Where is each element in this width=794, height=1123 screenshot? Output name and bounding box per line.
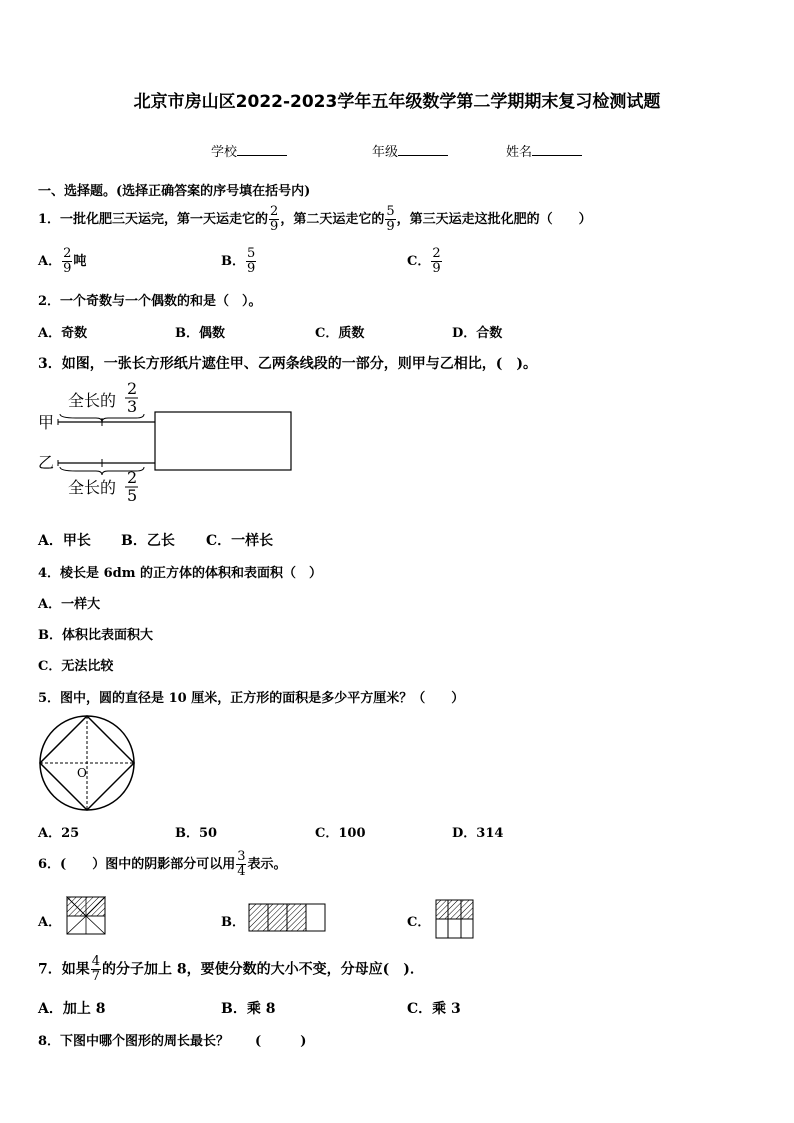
q1-option-a[interactable]: A． $\frac{2}{9}$ 吨 [38, 246, 87, 276]
q3-option-b[interactable]: B．乙长 [121, 533, 175, 549]
q6-figure-c [436, 900, 473, 938]
q6-figure-b [249, 904, 325, 931]
q7-option-b[interactable]: B．乘 8 [221, 1001, 276, 1017]
bottom-label: 全长的 [68, 478, 117, 497]
q5-option-b[interactable]: B．50 [175, 826, 218, 841]
bottom-numerator: 2 [127, 468, 138, 487]
q4-option-a[interactable]: A．一样大 [38, 597, 101, 612]
q6-option-c[interactable]: C． [407, 915, 431, 930]
question-7 [38, 955, 424, 984]
q7-prefix: 7．如果 [38, 961, 90, 978]
q7-option-c[interactable]: C．乘 3 [407, 1001, 461, 1017]
q1-mid: ，第二天运走它的 [280, 212, 385, 227]
q1-suffix: ，第三天运走这批化肥的（ ） [396, 212, 592, 227]
question-5: 5．图中，圆的直径是 10 厘米，正方形的面积是多少平方厘米？（ ） [38, 691, 465, 706]
fraction: $\frac{4}{7}$ [91, 954, 101, 984]
page-title: 北京市房山区2022-2023学年五年级数学第二学期期末复习检测试题 [133, 92, 661, 112]
top-label: 全长的 [68, 391, 117, 410]
q2-option-c[interactable]: C．质数 [315, 326, 365, 341]
q4-option-b[interactable]: B．体积比表面积大 [38, 628, 153, 643]
q2-option-b[interactable]: B．偶数 [175, 326, 225, 341]
q6-option-a[interactable]: A． [38, 915, 62, 930]
q6-suffix: 表示。 [247, 857, 287, 872]
question-8: 8．下图中哪个图形的周长最长？ ( ) [38, 1034, 307, 1049]
q3-option-a[interactable]: A．甲长 [38, 533, 91, 549]
q5-option-c[interactable]: C．100 [315, 826, 366, 841]
q6-figure-a [67, 897, 105, 934]
q1-option-b[interactable]: B． $\frac{5}{9}$ [221, 246, 256, 276]
q3-option-c[interactable]: C．一样长 [206, 533, 274, 549]
top-numerator: 2 [127, 379, 138, 398]
q1-prefix: 1．一批化肥三天运完，第一天运走它的 [38, 212, 269, 227]
q5-option-d[interactable]: D．314 [452, 826, 504, 841]
question-2: 2．一个奇数与一个偶数的和是（ ）。 [38, 294, 262, 309]
q7-option-a[interactable]: A．加上 8 [38, 1001, 106, 1017]
section-heading: 一、选择题。(选择正确答案的序号填在括号内) [38, 184, 311, 199]
bottom-denominator: 5 [127, 486, 138, 505]
q1-option-c[interactable]: C． $\frac{2}{9}$ [407, 246, 441, 276]
jia-label: 甲 [38, 413, 55, 432]
grade-label: 年级 [372, 145, 399, 160]
q4-option-c[interactable]: C．无法比较 [38, 659, 114, 674]
yi-label: 乙 [38, 453, 55, 472]
q5-option-a[interactable]: A．25 [38, 826, 80, 841]
fraction: $\frac{5}{9}$ [386, 204, 395, 234]
q7-suffix: 的分子加上 8，要使分数的大小不变，分母应( )． [102, 961, 424, 978]
q6-option-b[interactable]: B． [221, 915, 245, 930]
center-label: O [77, 766, 87, 780]
fraction: $\frac{2}{9}$ [270, 204, 279, 234]
question-3: 3．如图，一张长方形纸片遮住甲、乙两条线段的一部分，则甲与乙相比，( )。 [38, 356, 537, 372]
q2-option-d[interactable]: D．合数 [452, 326, 503, 341]
q2-option-a[interactable]: A．奇数 [38, 326, 88, 341]
q6-prefix: 6．( ）图中的阴影部分可以用 [38, 857, 236, 872]
question-4: 4．棱长是 6dm 的正方体的体积和表面积（ ） [38, 566, 322, 581]
school-label: 学校 [211, 145, 238, 160]
name-label: 姓名 [506, 145, 533, 160]
top-denominator: 3 [127, 397, 138, 416]
fraction: $\frac{3}{4}$ [237, 849, 246, 879]
